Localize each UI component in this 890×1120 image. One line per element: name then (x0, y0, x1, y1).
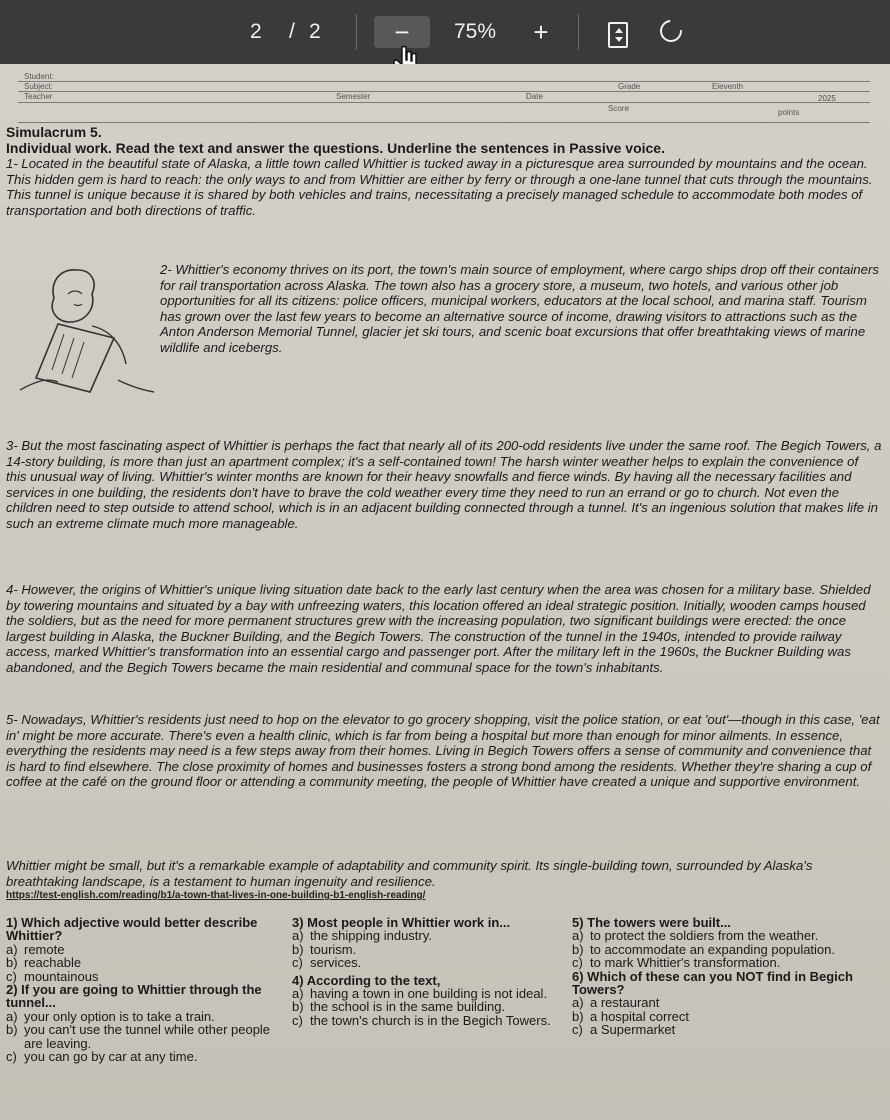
answer-option[interactable]: a) remote (6, 941, 65, 957)
answer-option[interactable]: c) the town's church is in the Begich Towers. (292, 1012, 551, 1028)
reading-paragraph: 1- Located in the beautiful state of Alaska, a little town called Whittier is tucked away in a picturesque area surrounded by mountains and the ocean. This hidden gem is hard to reach: the only ways to and from Whittier are either by ferry or through a one-lane tunnel that cuts through the mountains. This tunnel is unique because it is shared by both vehicles and trains, necessitating a precisely managed schedule to accommodate both modes of transportation and both directions of traffic. (6, 156, 873, 218)
answer-option[interactable]: b) to accommodate an expanding population. (572, 941, 836, 957)
question-6: 6) Which of these can you NOT find in Begich Towers? (572, 968, 853, 998)
source-link[interactable]: https://test-english.com/reading/b1/a-town-that-lives-in-one-building-b1-english-reading/ (6, 890, 426, 901)
total-pages: 2 (309, 20, 321, 43)
points-label: points (778, 108, 800, 117)
reading-paragraph: 5- Nowadays, Whittier's residents just need to hop on the elevator to go grocery shopping, visit the police station, or eat 'out'—though in this case, 'eat in' might be more accurate. There's even a health clinic, which is far from being a hospital but more than enough for minor ailments. In essence, everything the residents may need is a few steps away from their homes. Living in Begich Towers offers a sense of community and convenience that is hard to find elsewhere. The close proximity of homes and businesses fosters a strong bond among the residents. Whether they're sharing a cup of coffee at the café on the ground floor or attending a community meeting, the people of Whittier have created a unique and supportive environment. (6, 712, 880, 790)
score-label: Score (608, 104, 629, 113)
answer-option[interactable]: a) to protect the soldiers from the weather. (572, 928, 819, 944)
fit-page-icon[interactable] (608, 22, 628, 48)
reading-paragraph: 4- However, the origins of Whittier's unique living situation date back to the early last century when the area was chosen for a military base. Shielded by towering mountains and situated by a bay with unfreezing waters, this location offered an ideal strategic position. Initially, wooden camps housed the soldiers, but as the need for more permanent structures grew with the increasing population, two significant buildings were erected: the once largest building in Alaska, the Buckner Building, and the Begich Towers. The construction of the tunnel in the 1940s, intended to provide railway access, marked Whittier's transformation into an essential cargo and passenger port. After the military left in the 1960s, the Buckner Building was abandoned, and the Begich Towers became the main residential and communal space for the town's inhabitants. (6, 582, 871, 675)
answer-option[interactable]: c) services. (292, 955, 362, 971)
question-1: 1) Which adjective would better describe Whittier? (6, 915, 258, 944)
zoom-out-button[interactable]: − (374, 16, 430, 48)
answer-option[interactable]: a) your only option is to take a train. (6, 1008, 215, 1024)
question-5: 5) The towers were built... (572, 915, 731, 930)
answer-option[interactable]: b) reachable (6, 955, 82, 971)
answer-option[interactable]: a) the shipping industry. (292, 928, 432, 944)
grade-value: Eleventh (712, 82, 744, 91)
answer-option[interactable]: b) tourism. (292, 941, 357, 957)
page-separator: / (289, 20, 295, 43)
answer-option[interactable]: a) having a town in one building is not ideal. (292, 986, 548, 1002)
person-reading-illustration (18, 260, 158, 400)
reading-paragraph: 3- But the most fascinating aspect of Whittier is perhaps the fact that nearly all of its 200-odd residents live under the same roof. The Begich Towers, a 14-story building, is more than just an apartment complex; it's a self-contained town! The harsh winter weather helps to explain the convenience of this unusual way of living. Whittier's winter months are known for their heavy snowfalls and fierce winds. By having all the necessary facilities and services in one building, the residents don't have to brave the cold weather every time they need to run an errand or go to church. Not even the children need to step outside to attend school, which is in an adjacent building connected through a tunnel. It's an ingenious solution that makes life in such an extreme climate much more manageable. (6, 438, 882, 531)
toolbar-divider (356, 14, 357, 50)
document-page (0, 64, 890, 1120)
question-3: 3) Most people in Whittier work in... (292, 915, 511, 930)
subject-label: Subject: (24, 82, 53, 91)
questions-column-3 (572, 916, 872, 1037)
answer-option[interactable]: c) mountainous (6, 968, 99, 984)
semester-label: Semester (336, 92, 371, 101)
question-4: 4) According to the text, (292, 972, 441, 988)
questions-column-2 (292, 916, 552, 1027)
rotate-icon[interactable] (656, 16, 687, 47)
answer-option[interactable]: b) the school is in the same building. (292, 999, 506, 1015)
zoom-level-display[interactable]: 75% (453, 20, 497, 43)
answer-option[interactable]: c) a Supermarket (572, 1022, 676, 1038)
teacher-label: Teacher (24, 92, 53, 101)
student-label: Student: (24, 72, 54, 81)
worksheet-title: Simulacrum 5. (6, 124, 102, 140)
date-label: Date (526, 92, 543, 101)
questions-column-1 (6, 916, 276, 1063)
answer-option[interactable]: b) a hospital correct (572, 1008, 689, 1024)
year-label: 2025 (818, 94, 836, 103)
reading-paragraph: 2- Whittier's economy thrives on its port, the town's main source of employment, where cargo ships drop off their containers for rail transportation across Alaska. The town also has a grocery store, a museum, two hotels, and various other job opportunities for all its citizens: police officers, municipal workers, educators at the local school, and marina staff. Tourism has grown over the last few years to become an alternative source of income, drawing visitors to attractions such as the Anton Anderson Memorial Tunnel, glacier jet ski tours, and scenic boat excursions that offer breathtaking views of marine wildlife and icebergs. (160, 262, 879, 355)
answer-option[interactable]: c) you can go by car at any time. (6, 1049, 198, 1065)
worksheet-instructions: Individual work. Read the text and answer the questions. Underline the sentences in Passive voice. (6, 140, 665, 156)
answer-option[interactable]: c) to mark Whittier's transformation. (572, 955, 781, 971)
question-2: 2) If you are going to Whittier through the tunnel... (6, 982, 262, 1011)
zoom-in-button[interactable]: + (533, 17, 549, 47)
closing-paragraph: Whittier might be small, but it's a remarkable example of adaptability and community spirit. Its single-building town, surrounded by Alaska's breathtaking landscape, is a testament to human ingenuity and resilience. (6, 858, 813, 889)
answer-option[interactable]: a) a restaurant (572, 995, 660, 1011)
answer-option[interactable]: b) you can't use the tunnel while other people are leaving. (6, 1022, 271, 1051)
pdf-viewer-toolbar (0, 0, 890, 64)
toolbar-divider (578, 14, 579, 50)
grade-label: Grade (618, 82, 641, 91)
worksheet-header-form (18, 70, 870, 123)
current-page-number[interactable]: 2 (250, 20, 262, 43)
